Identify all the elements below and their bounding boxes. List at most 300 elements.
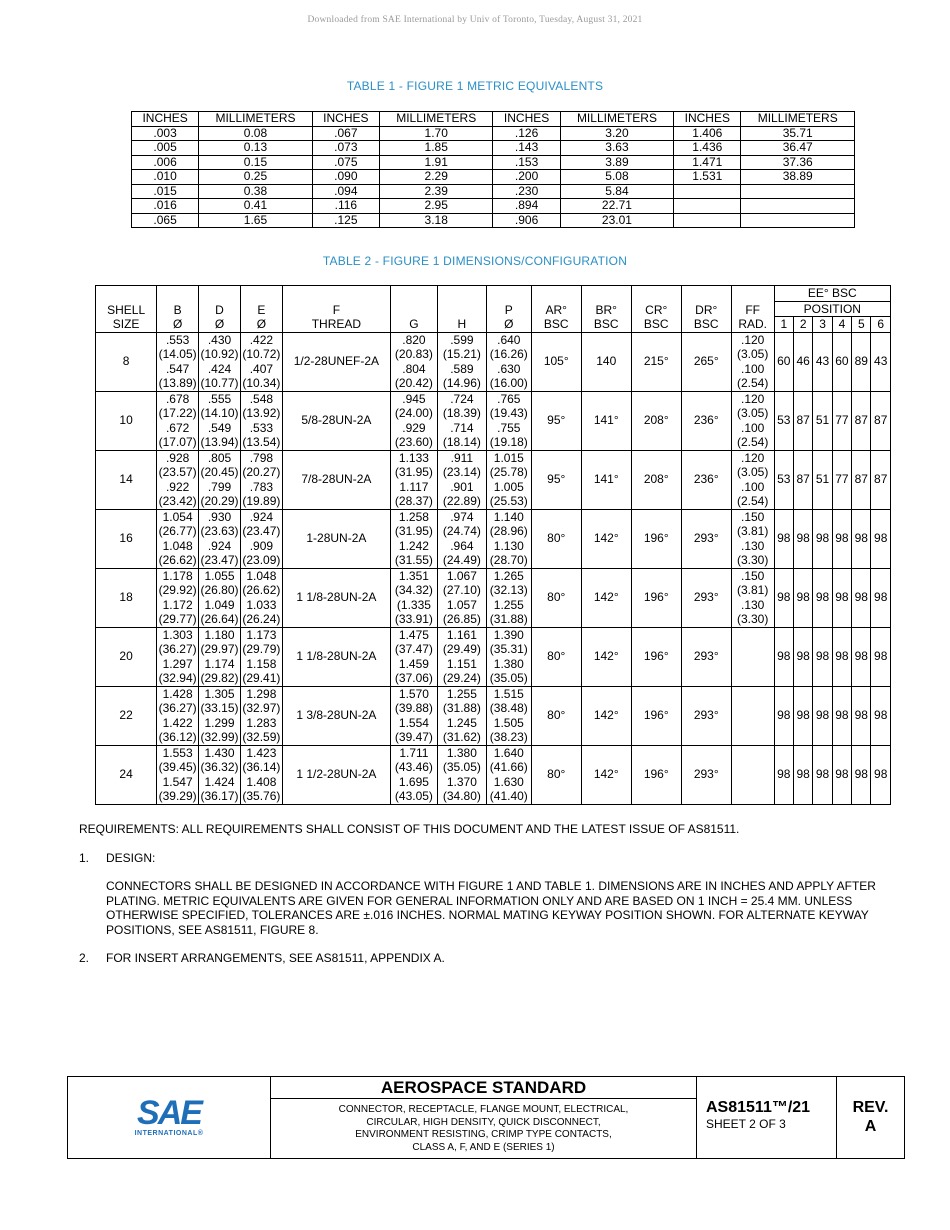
table1-cell: .116 [312, 199, 379, 214]
ee-position-cell: 98 [832, 509, 851, 568]
d-dia-cell-line: (23.63) [200, 524, 239, 538]
dr-cell: 236° [681, 450, 731, 509]
p-dia-cell-line: 1.630 [493, 774, 524, 789]
p-dia-cell-line: (38.23) [489, 730, 528, 744]
p-dia-cell [486, 391, 531, 450]
h-cell-line: 1.057 [446, 597, 477, 612]
ee-position-cell: 98 [813, 745, 832, 804]
h-cell-line: (18.39) [442, 406, 481, 420]
document-title [271, 1099, 696, 1158]
table1-cell: .094 [312, 184, 379, 199]
table2-header-row [96, 286, 891, 302]
ff-rad-cell-line [733, 789, 773, 804]
b-dia-cell-line: (23.57) [158, 465, 197, 479]
g-cell-line: .804 [402, 361, 426, 376]
d-dia-cell-line: (26.64) [200, 612, 239, 626]
ff-rad-cell-line [733, 775, 773, 790]
table1-title: TABLE 1 - FIGURE 1 METRIC EQUIVALENTS [346, 79, 604, 93]
p-dia-cell-line: (19.43) [489, 406, 528, 420]
thread-cell: 1 1/2-28UN-2A [282, 745, 390, 804]
table1-cell: 23.01 [560, 213, 674, 228]
header-position-number: 3 [813, 317, 832, 333]
b-dia-cell-line: 1.303 [162, 627, 193, 642]
sae-logo-mark: SAE [137, 1094, 201, 1132]
p-dia-cell-line: .630 [497, 361, 521, 376]
d-dia-cell-line: (26.80) [200, 583, 239, 597]
ar-cell: 80° [531, 627, 581, 686]
ff-rad-cell-line: .150 [740, 568, 765, 583]
ff-rad-cell-line: .130 [740, 597, 765, 612]
ee-position-cell: 87 [793, 391, 812, 450]
cr-cell: 208° [631, 391, 681, 450]
e-dia-cell-line: .422 [249, 332, 274, 347]
shell-size-cell: 16 [96, 509, 157, 568]
b-dia-cell [157, 391, 199, 450]
p-dia-cell-line: (35.05) [489, 671, 528, 685]
p-dia-cell-line: (25.78) [489, 465, 528, 479]
b-dia-cell-line: .672 [165, 420, 190, 435]
header-position: POSITION [774, 301, 890, 317]
h-cell-line: 1.161 [446, 627, 477, 642]
h-cell [437, 686, 486, 745]
e-dia-cell [240, 450, 282, 509]
ar-cell: 95° [531, 450, 581, 509]
table1-cell: 2.39 [379, 184, 493, 199]
ff-rad-cell-line: .100 [740, 361, 765, 376]
h-cell-line: 1.067 [446, 568, 477, 583]
ee-position-cell: 87 [871, 450, 891, 509]
ff-rad-cell-line: .150 [740, 509, 765, 524]
ff-rad-cell-line: .100 [740, 479, 765, 494]
title-block [67, 1076, 905, 1159]
table1-cell: 37.36 [741, 155, 855, 170]
table1-cell [741, 184, 855, 199]
table1-header-cell: MILLIMETERS [199, 112, 313, 127]
br-cell: 142° [581, 568, 631, 627]
e-dia-cell-line: (10.34) [242, 376, 281, 390]
br-cell: 142° [581, 509, 631, 568]
h-cell-line: (31.62) [442, 730, 481, 744]
thread-cell: 5/8-28UN-2A [282, 391, 390, 450]
ee-position-cell: 98 [793, 627, 812, 686]
dr-cell: 293° [681, 627, 731, 686]
h-cell-line: (24.74) [442, 524, 481, 538]
p-dia-cell-line: (32.13) [489, 583, 528, 597]
ee-position-cell: 77 [832, 391, 851, 450]
h-cell-line: 1.255 [446, 686, 477, 701]
g-cell-line: 1.258 [398, 509, 429, 524]
table1-cell: .906 [493, 213, 560, 228]
br-cell: 142° [581, 745, 631, 804]
b-dia-cell-line: (13.89) [158, 376, 197, 390]
table1-cell: .153 [493, 155, 560, 170]
table1-row [132, 141, 855, 156]
g-cell-line: 1.242 [398, 538, 429, 553]
b-dia-cell-line: (36.12) [158, 730, 197, 744]
header-position-number: 4 [832, 317, 851, 333]
d-dia-cell-line: (36.32) [200, 760, 239, 774]
table1-row [132, 184, 855, 199]
shell-size-cell: 18 [96, 568, 157, 627]
ee-position-cell: 98 [871, 745, 891, 804]
e-dia-cell [240, 391, 282, 450]
b-dia-cell-line: 1.428 [162, 686, 193, 701]
table1-cell: 3.20 [560, 126, 674, 141]
ff-rad-cell [731, 686, 774, 745]
b-dia-cell-line: 1.172 [162, 597, 193, 612]
header-ar: AR° BSC [531, 286, 581, 333]
shell-size-cell: 10 [96, 391, 157, 450]
ee-position-cell: 98 [793, 568, 812, 627]
g-cell [390, 450, 437, 509]
d-dia-cell-line: (29.82) [200, 671, 239, 685]
br-cell: 142° [581, 627, 631, 686]
ff-rad-cell-line [733, 730, 773, 745]
requirement-number: 1. [79, 850, 90, 865]
h-cell-line: (18.14) [442, 435, 481, 449]
table2-row [96, 391, 891, 450]
table2-row [96, 745, 891, 804]
d-dia-cell-line: (23.47) [200, 553, 239, 567]
table1-row [132, 170, 855, 185]
header-d: D Ø [199, 286, 241, 333]
g-cell-line: (31.95) [394, 465, 433, 479]
ff-rad-cell-line [733, 687, 773, 702]
ee-position-cell: 98 [774, 509, 793, 568]
ee-position-cell: 53 [774, 391, 793, 450]
ee-position-cell: 89 [852, 332, 871, 391]
h-cell-line: .599 [450, 332, 474, 347]
g-cell-line: (39.88) [394, 701, 433, 715]
d-dia-cell-line: .799 [207, 479, 232, 494]
b-dia-cell-line: 1.547 [162, 774, 193, 789]
g-cell-line: 1.351 [398, 568, 429, 583]
p-dia-cell-line: 1.255 [493, 597, 524, 612]
dr-cell: 293° [681, 568, 731, 627]
b-dia-cell [157, 686, 199, 745]
b-dia-cell-line: .547 [165, 361, 190, 376]
document-number: AS81511™/21 [706, 1099, 811, 1116]
document-title-line: CIRCULAR, HIGH DENSITY, QUICK DISCONNECT, [366, 1116, 601, 1128]
table1-header-cell: INCHES [674, 112, 741, 127]
ee-position-cell: 43 [813, 332, 832, 391]
h-cell-line: (26.85) [442, 612, 481, 626]
dr-cell: 293° [681, 745, 731, 804]
h-cell-line: (14.96) [442, 376, 481, 390]
e-dia-cell [240, 332, 282, 391]
b-dia-cell [157, 332, 199, 391]
e-dia-cell-line: (26.62) [242, 583, 281, 597]
e-dia-cell-line: (26.24) [242, 612, 281, 626]
ee-position-cell: 98 [793, 745, 812, 804]
requirements-section [79, 822, 879, 980]
p-dia-cell-line: (28.96) [489, 524, 528, 538]
ff-rad-cell-line [733, 760, 773, 775]
ar-cell: 80° [531, 568, 581, 627]
e-dia-cell-line: (36.14) [242, 760, 281, 774]
h-cell-line: (24.49) [442, 553, 481, 567]
cr-cell: 196° [631, 745, 681, 804]
ff-rad-cell-line: (2.54) [736, 376, 769, 390]
revision-label: REV. [852, 1099, 889, 1116]
sae-logo-subtitle: INTERNATIONAL® [134, 1130, 204, 1137]
ff-rad-cell-line [733, 716, 773, 731]
ff-rad-cell-line: .130 [740, 538, 765, 553]
ff-rad-cell [731, 332, 774, 391]
thread-cell: 1 3/8-28UN-2A [282, 686, 390, 745]
e-dia-cell-line: .909 [249, 538, 274, 553]
table1-cell: .005 [132, 141, 199, 156]
br-cell: 141° [581, 391, 631, 450]
ee-position-cell: 98 [793, 509, 812, 568]
g-cell [390, 745, 437, 804]
d-dia-cell-line: 1.180 [204, 627, 235, 642]
ff-rad-cell-line [733, 628, 773, 643]
ee-position-cell: 77 [832, 450, 851, 509]
h-cell-line: .724 [450, 391, 474, 406]
b-dia-cell-line: 1.297 [162, 656, 193, 671]
ff-rad-cell-line [733, 642, 773, 657]
e-dia-cell-line: (19.89) [242, 494, 281, 508]
h-cell-line: (35.05) [442, 760, 481, 774]
table1-cell: 0.08 [199, 126, 313, 141]
ee-position-cell: 98 [813, 509, 832, 568]
h-cell-line: .911 [450, 450, 474, 465]
ff-rad-cell-line: (2.54) [736, 435, 769, 449]
ee-position-cell: 98 [852, 509, 871, 568]
p-dia-cell [486, 686, 531, 745]
ee-position-cell: 98 [852, 686, 871, 745]
table1-cell: .010 [132, 170, 199, 185]
p-dia-cell [486, 450, 531, 509]
e-dia-cell-line: (23.09) [242, 553, 281, 567]
g-cell-line: 1.554 [398, 715, 429, 730]
g-cell-line: (28.37) [394, 494, 433, 508]
e-dia-cell-line: 1.158 [246, 656, 277, 671]
d-dia-cell-line: 1.299 [204, 715, 235, 730]
e-dia-cell [240, 568, 282, 627]
dr-cell: 293° [681, 509, 731, 568]
br-cell: 142° [581, 686, 631, 745]
table1-cell: 0.13 [199, 141, 313, 156]
b-dia-cell-line: (32.94) [158, 671, 197, 685]
h-cell-line: (29.24) [442, 671, 481, 685]
header-position-number: 1 [774, 317, 793, 333]
p-dia-cell-line: (16.00) [489, 376, 528, 390]
header-ee-bsc: EE° BSC [774, 286, 890, 302]
thread-cell: 7/8-28UN-2A [282, 450, 390, 509]
ee-position-cell: 98 [774, 745, 793, 804]
e-dia-cell-line: 1.048 [246, 568, 277, 583]
header-shell-size: SHELL SIZE [96, 286, 157, 333]
ff-rad-cell-line: .100 [740, 420, 765, 435]
h-cell-line: (31.88) [442, 701, 481, 715]
table1-cell: .067 [312, 126, 379, 141]
d-dia-cell-line: 1.174 [204, 656, 235, 671]
h-cell-line: 1.380 [446, 745, 477, 760]
title-block-description [271, 1077, 697, 1158]
table1-cell: 0.25 [199, 170, 313, 185]
d-dia-cell-line: 1.055 [204, 568, 235, 583]
header-position-number: 6 [871, 317, 891, 333]
e-dia-cell-line: (13.92) [242, 406, 281, 420]
p-dia-cell-line: 1.130 [493, 538, 524, 553]
g-cell-line: 1.459 [398, 656, 429, 671]
header-position-number: 2 [793, 317, 812, 333]
g-cell-line: 1.133 [398, 450, 429, 465]
ee-position-cell: 98 [832, 627, 851, 686]
thread-cell: 1-28UN-2A [282, 509, 390, 568]
table1-row [132, 199, 855, 214]
g-cell-line: (24.00) [394, 406, 433, 420]
d-dia-cell-line: .924 [207, 538, 232, 553]
p-dia-cell-line: (41.66) [489, 760, 528, 774]
ff-rad-cell-line [733, 657, 773, 672]
dr-cell: 236° [681, 391, 731, 450]
requirement-number: 2. [79, 951, 90, 965]
ee-position-cell: 98 [832, 745, 851, 804]
shell-size-cell: 20 [96, 627, 157, 686]
ee-position-cell: 98 [871, 627, 891, 686]
d-dia-cell-line: (10.92) [200, 347, 239, 361]
table1-cell: .015 [132, 184, 199, 199]
ff-rad-cell-line: (3.81) [736, 583, 769, 597]
p-dia-cell [486, 627, 531, 686]
ff-rad-cell [731, 568, 774, 627]
p-dia-cell-line: (28.70) [489, 553, 528, 567]
ff-rad-cell [731, 745, 774, 804]
g-cell [390, 568, 437, 627]
d-dia-cell [199, 391, 241, 450]
h-cell-line: .589 [450, 361, 474, 376]
d-dia-cell-line: (29.97) [200, 642, 239, 656]
ee-position-cell: 51 [813, 450, 832, 509]
d-dia-cell [199, 568, 241, 627]
e-dia-cell-line: .924 [249, 509, 274, 524]
table1-cell: .006 [132, 155, 199, 170]
ee-position-cell: 46 [793, 332, 812, 391]
g-cell-line: (37.06) [394, 671, 433, 685]
header-ff-rad: FF RAD. [731, 286, 774, 333]
table1-header-cell: INCHES [312, 112, 379, 127]
table1-cell: .230 [493, 184, 560, 199]
table1-cell: 1.91 [379, 155, 493, 170]
table1-cell [674, 213, 741, 228]
d-dia-cell-line: (14.10) [200, 406, 239, 420]
d-dia-cell [199, 332, 241, 391]
table1-cell: 3.63 [560, 141, 674, 156]
h-cell-line: 1.245 [446, 715, 477, 730]
d-dia-cell-line: (10.77) [200, 376, 239, 390]
e-dia-cell-line: (20.27) [242, 465, 281, 479]
requirements-intro: REQUIREMENTS: ALL REQUIREMENTS SHALL CONSIST OF THIS DOCUMENT AND THE LATEST ISSUE OF AS81511. [79, 822, 740, 836]
e-dia-cell-line: (32.59) [242, 730, 281, 744]
g-cell-line: (31.55) [394, 553, 433, 567]
ff-rad-cell-line: (2.54) [736, 494, 769, 508]
header-cr: CR° BSC [631, 286, 681, 333]
ee-position-cell: 98 [871, 509, 891, 568]
d-dia-cell-line: .930 [207, 509, 232, 524]
p-dia-cell-line: (38.48) [489, 701, 528, 715]
g-cell-line: 1.695 [398, 774, 429, 789]
p-dia-cell-line: 1.505 [493, 715, 524, 730]
revision-value: A [864, 1118, 877, 1135]
b-dia-cell-line: 1.553 [162, 745, 193, 760]
table1-cell: 1.436 [674, 141, 741, 156]
b-dia-cell-line: (17.22) [158, 406, 197, 420]
e-dia-cell-line: .407 [249, 361, 274, 376]
table1-cell: .075 [312, 155, 379, 170]
h-cell-line: (22.89) [442, 494, 481, 508]
table1-row [132, 126, 855, 141]
d-dia-cell-line: (20.45) [200, 465, 239, 479]
ee-position-cell: 60 [774, 332, 793, 391]
ee-position-cell: 98 [813, 627, 832, 686]
p-dia-cell [486, 332, 531, 391]
d-dia-cell-line: 1.424 [204, 774, 235, 789]
g-cell [390, 391, 437, 450]
d-dia-cell-line: .805 [207, 450, 232, 465]
table1-cell: 35.71 [741, 126, 855, 141]
b-dia-cell-line: (23.42) [158, 494, 197, 508]
d-dia-cell [199, 627, 241, 686]
ar-cell: 80° [531, 745, 581, 804]
cr-cell: 196° [631, 568, 681, 627]
p-dia-cell-line: .765 [497, 391, 521, 406]
d-dia-cell [199, 745, 241, 804]
d-dia-cell-line: (32.99) [200, 730, 239, 744]
g-cell-line: (1.335 [396, 597, 431, 612]
table1-cell: 1.65 [199, 213, 313, 228]
ee-position-cell: 51 [813, 391, 832, 450]
h-cell [437, 391, 486, 450]
p-dia-cell-line: (35.31) [489, 642, 528, 656]
document-title-line: CONNECTOR, RECEPTACLE, FLANGE MOUNT, ELECTRICAL, [338, 1104, 629, 1115]
p-dia-cell-line: (25.53) [489, 494, 528, 508]
ff-rad-cell-line: (3.05) [736, 347, 769, 361]
b-dia-cell-line: (14.05) [158, 347, 197, 361]
h-cell-line: (15.21) [442, 347, 481, 361]
ee-position-cell: 87 [852, 450, 871, 509]
g-cell [390, 332, 437, 391]
thread-cell: 1/2-28UNEF-2A [282, 332, 390, 391]
requirement-heading: FOR INSERT ARRANGEMENTS, SEE AS81511, APPENDIX A. [106, 951, 445, 965]
shell-size-cell: 8 [96, 332, 157, 391]
p-dia-cell-line: (16.26) [489, 347, 528, 361]
h-cell [437, 745, 486, 804]
table1-cell: .894 [493, 199, 560, 214]
ff-rad-cell-line [733, 701, 773, 716]
table1-cell: 3.89 [560, 155, 674, 170]
e-dia-cell-line: .533 [249, 420, 274, 435]
d-dia-cell-line: .430 [207, 332, 232, 347]
dr-cell: 293° [681, 686, 731, 745]
h-cell-line: (34.80) [442, 789, 481, 803]
e-dia-cell-line: .548 [249, 391, 274, 406]
e-dia-cell-line: (23.47) [242, 524, 281, 538]
p-dia-cell [486, 509, 531, 568]
table2-row [96, 686, 891, 745]
b-dia-cell-line: 1.422 [162, 715, 193, 730]
table1-cell [674, 199, 741, 214]
g-cell-line: (23.60) [394, 435, 433, 449]
ee-position-cell: 98 [813, 686, 832, 745]
e-dia-cell-line: (10.72) [242, 347, 281, 361]
ff-rad-cell-line: (3.30) [736, 553, 769, 567]
p-dia-cell-line: .640 [497, 332, 521, 347]
e-dia-cell-line: (29.79) [242, 642, 281, 656]
table1-cell: 2.29 [379, 170, 493, 185]
